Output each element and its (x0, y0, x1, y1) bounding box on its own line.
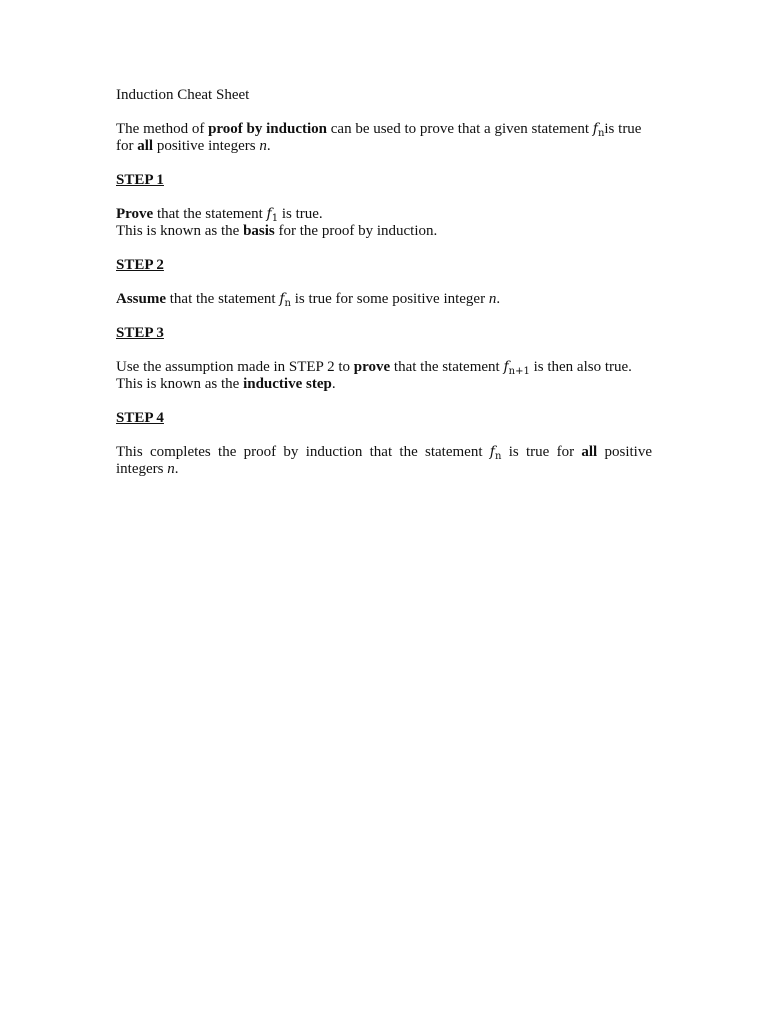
intro-line-1: The method of proof by induction can be used to prove that a given statement $f_nis$ true (116, 121, 642, 139)
step-1-paragraph (116, 206, 652, 240)
math-f-1: $f_1$ (266, 206, 279, 224)
spacer (116, 274, 652, 291)
document-title: Induction Cheat Sheet (116, 87, 250, 103)
step-2-paragraph (116, 291, 652, 308)
document-page (116, 87, 652, 478)
step-2-heading: STEP 2 (116, 257, 164, 273)
spacer (116, 393, 652, 410)
intro-line-2: for all positive integers n. (116, 138, 271, 154)
step-4-line-2: integers n. (116, 461, 179, 477)
step-1-heading: STEP 1 (116, 172, 164, 188)
step-1-line-1: Prove that the statement $f_1$ is true. (116, 206, 323, 224)
math-f-n-plus-1: $f_{n+1}$ (503, 359, 530, 377)
math-f-n: $f_n$ (489, 444, 502, 462)
step-1-line-2: This is known as the basis for the proof by induction. (116, 223, 438, 239)
spacer (116, 104, 652, 121)
spacer (116, 342, 652, 359)
spacer (116, 240, 652, 257)
math-f-n: $f_n$ (279, 291, 291, 309)
spacer (116, 427, 652, 444)
step-3-line-2: This is known as the inductive step. (116, 376, 336, 392)
step-4-line-1: This completes the proof by induction that the statement $f_n$ is true for all positive (116, 444, 652, 462)
spacer (116, 189, 652, 206)
step-3-heading: STEP 3 (116, 325, 164, 341)
intro-paragraph (116, 121, 652, 155)
spacer (116, 155, 652, 172)
step-3-line-1: Use the assumption made in STEP 2 to prove that the statement $f_{n+1}$ is then also true. (116, 359, 632, 377)
step-3-paragraph (116, 359, 652, 393)
step-4-paragraph (116, 444, 652, 478)
step-2-line-1: Assume that the statement $f_n$ is true for some positive integer n. (116, 291, 501, 309)
step-4-heading: STEP 4 (116, 410, 164, 426)
spacer (116, 308, 652, 325)
math-f-n: $f_n$ (592, 121, 605, 139)
proof-by-induction-term: proof by induction (208, 121, 327, 137)
